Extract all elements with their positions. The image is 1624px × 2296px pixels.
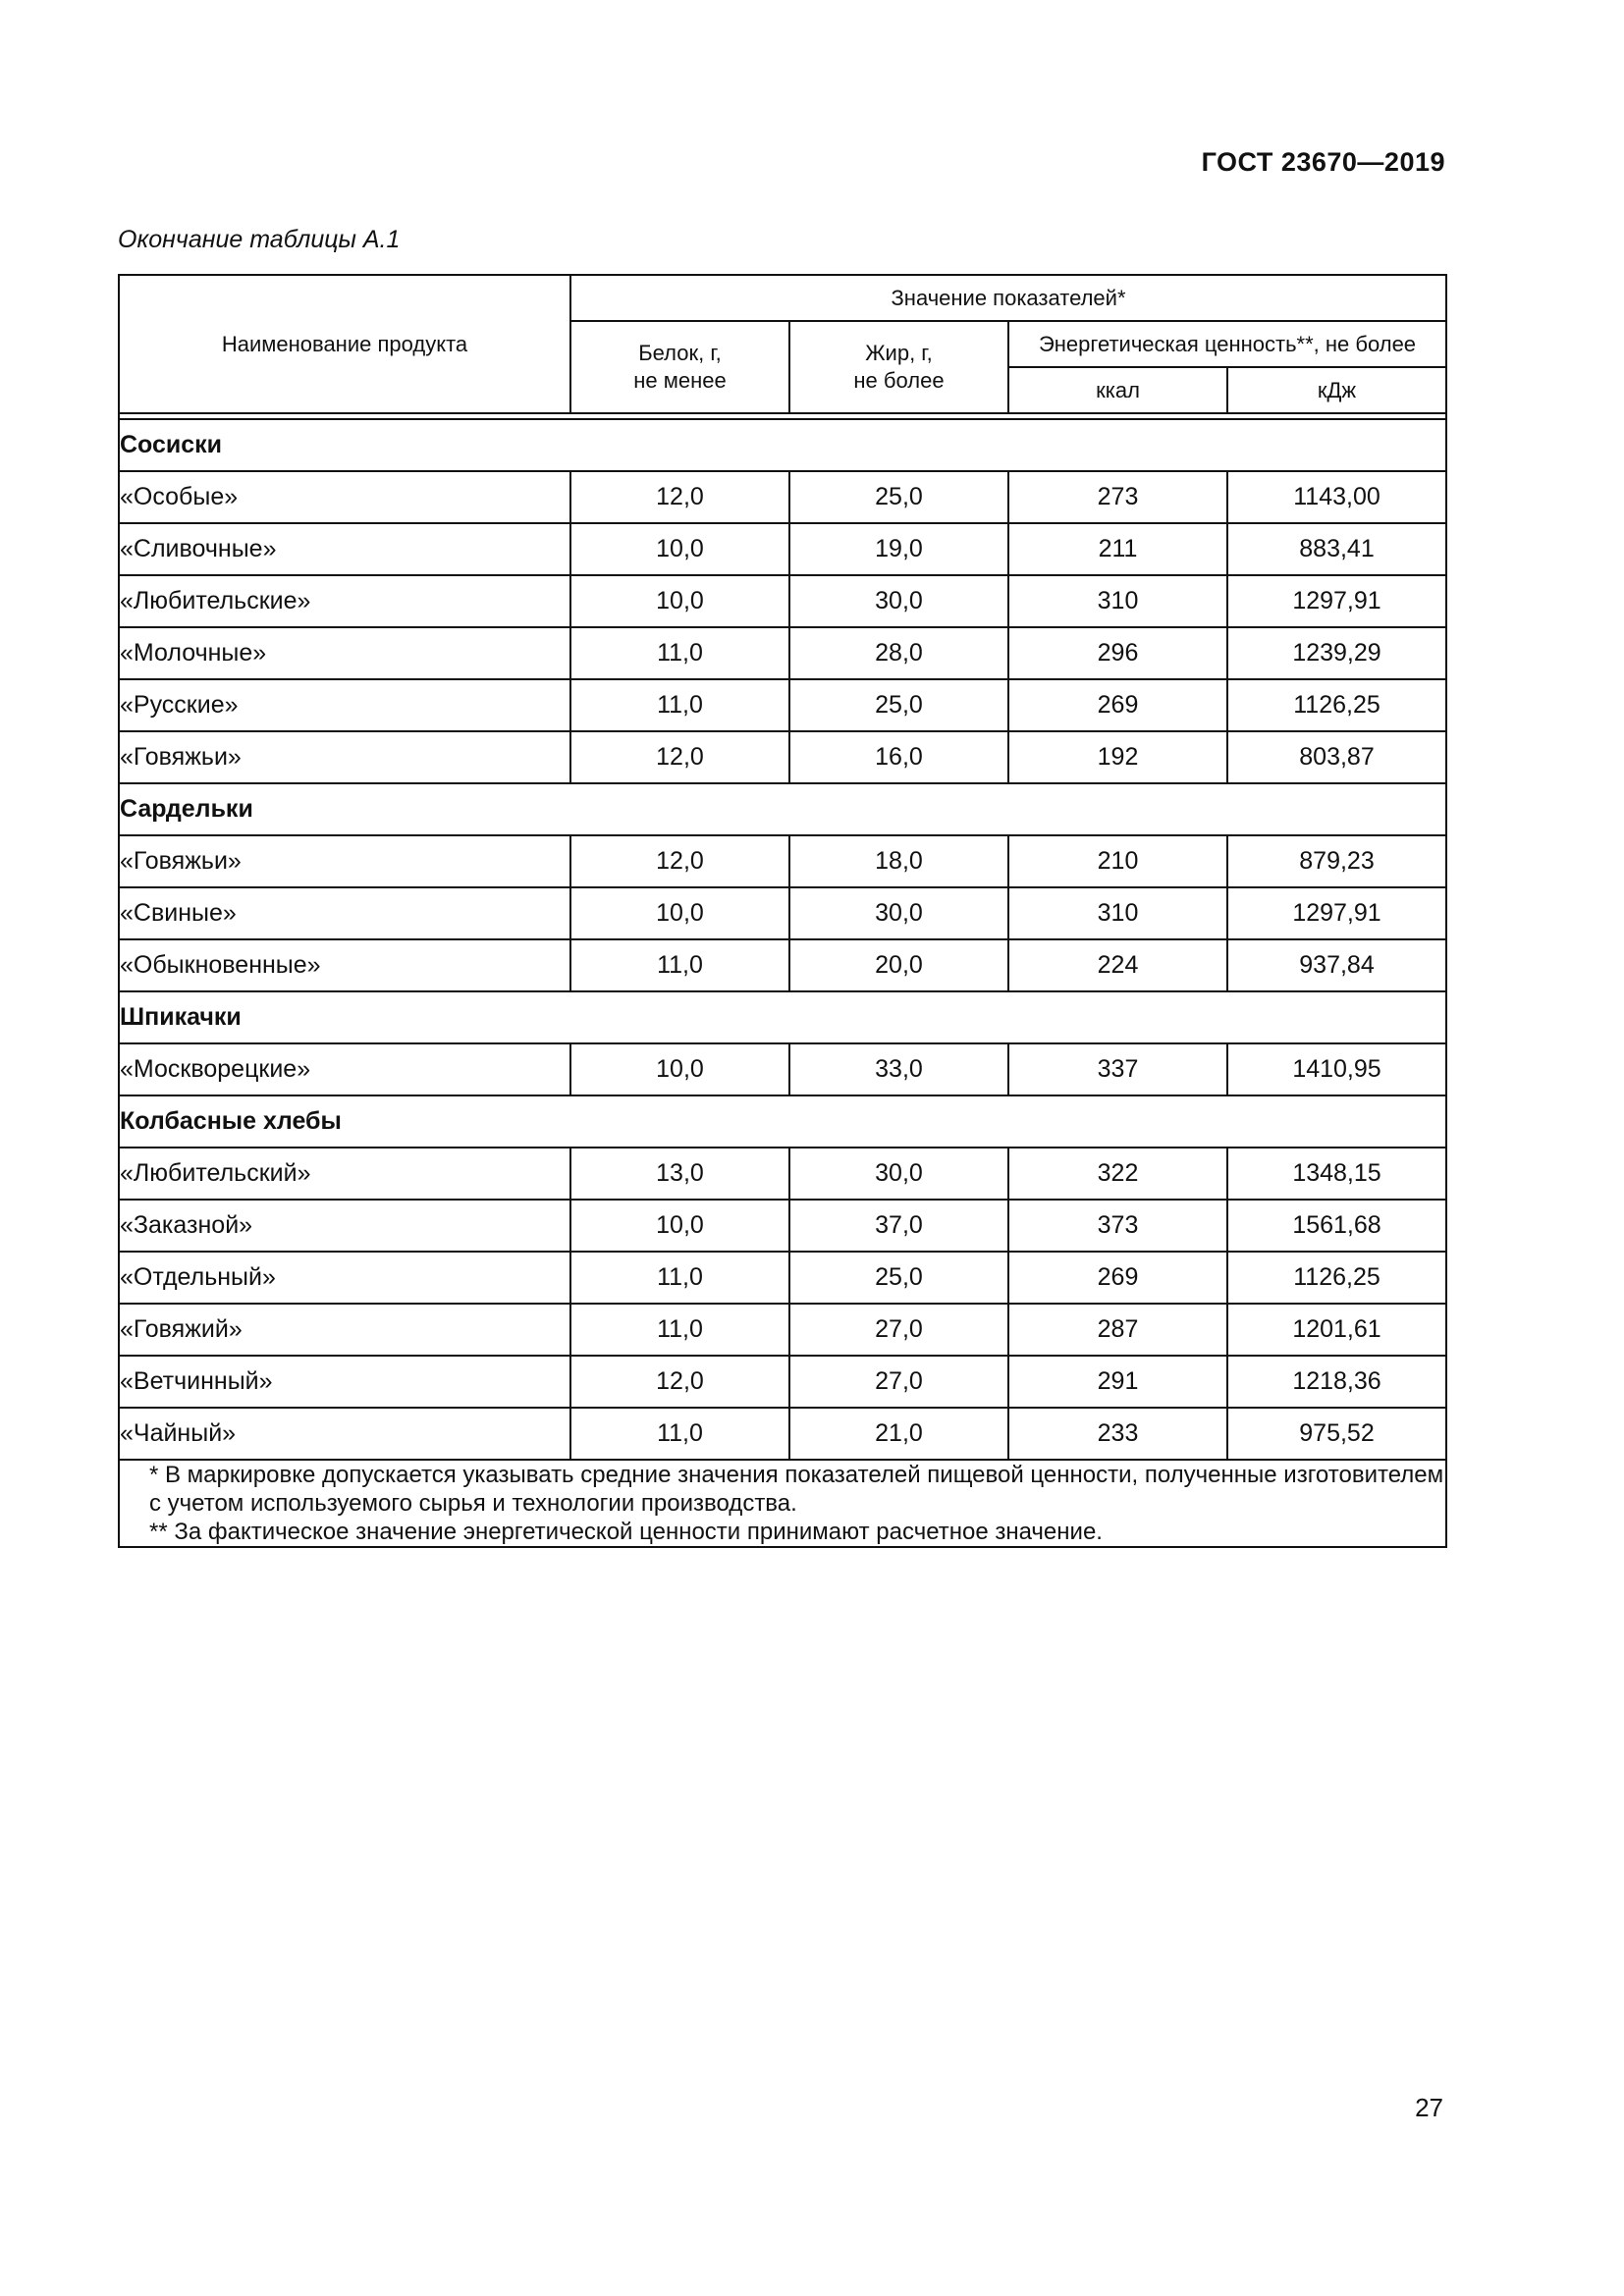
table-row [119, 1043, 1446, 1095]
protein-cell: 12,0 [570, 1356, 789, 1408]
header-product-name: Наименование продукта [119, 275, 570, 413]
kj-cell: 937,84 [1227, 939, 1446, 991]
fat-cell: 30,0 [789, 575, 1008, 627]
note-2: ** За фактическое значение энергетической ценности принимают расчетное значение. [149, 1519, 1103, 1545]
header-fat-line1: Жир, г, [865, 341, 933, 365]
note-1: * В маркировке допускается указывать средние значения показателей пищевой ценности, полученные изготовителем с учетом используемого сырья и технологии производства. [149, 1462, 1444, 1517]
table-caption: Окончание таблицы А.1 [118, 226, 401, 253]
table-row [119, 835, 1446, 887]
kcal-cell: 269 [1008, 1252, 1227, 1304]
kj-cell: 1201,61 [1227, 1304, 1446, 1356]
product-name-cell: «Говяжий» [119, 1304, 570, 1356]
kj-cell: 1561,68 [1227, 1200, 1446, 1252]
header-protein [570, 321, 789, 413]
table-row [119, 731, 1446, 783]
header-kcal: ккал [1008, 367, 1227, 413]
kj-cell: 1297,91 [1227, 887, 1446, 939]
product-name-cell: «Москворецкие» [119, 1043, 570, 1095]
protein-cell: 10,0 [570, 887, 789, 939]
product-name-cell: «Русские» [119, 679, 570, 731]
product-name-cell: «Молочные» [119, 627, 570, 679]
section-title: Колбасные хлебы [119, 1095, 1446, 1148]
protein-cell: 12,0 [570, 835, 789, 887]
section-title: Сосиски [119, 419, 1446, 471]
protein-cell: 11,0 [570, 1304, 789, 1356]
table-row [119, 939, 1446, 991]
protein-cell: 13,0 [570, 1148, 789, 1200]
fat-cell: 25,0 [789, 471, 1008, 523]
fat-cell: 21,0 [789, 1408, 1008, 1460]
kcal-cell: 373 [1008, 1200, 1227, 1252]
fat-cell: 20,0 [789, 939, 1008, 991]
kcal-cell: 296 [1008, 627, 1227, 679]
kj-cell: 1239,29 [1227, 627, 1446, 679]
kj-cell: 883,41 [1227, 523, 1446, 575]
protein-cell: 12,0 [570, 471, 789, 523]
kcal-cell: 310 [1008, 575, 1227, 627]
kcal-cell: 322 [1008, 1148, 1227, 1200]
protein-cell: 10,0 [570, 1200, 789, 1252]
table-row [119, 1304, 1446, 1356]
table-row [119, 1356, 1446, 1408]
fat-cell: 27,0 [789, 1304, 1008, 1356]
section-row [119, 419, 1446, 471]
table-body [119, 413, 1446, 1460]
table-notes [119, 1460, 1446, 1547]
fat-cell: 25,0 [789, 1252, 1008, 1304]
header-values-group: Значение показателей* [570, 275, 1446, 321]
section-row [119, 783, 1446, 835]
protein-cell: 11,0 [570, 1252, 789, 1304]
fat-cell: 18,0 [789, 835, 1008, 887]
fat-cell: 33,0 [789, 1043, 1008, 1095]
protein-cell: 11,0 [570, 1408, 789, 1460]
section-title: Шпикачки [119, 991, 1446, 1043]
kj-cell: 1126,25 [1227, 1252, 1446, 1304]
header-protein-line1: Белок, г, [638, 341, 722, 365]
product-name-cell: «Чайный» [119, 1408, 570, 1460]
header-fat [789, 321, 1008, 413]
protein-cell: 10,0 [570, 523, 789, 575]
kcal-cell: 269 [1008, 679, 1227, 731]
fat-cell: 28,0 [789, 627, 1008, 679]
kcal-cell: 273 [1008, 471, 1227, 523]
table-row [119, 887, 1446, 939]
table-row [119, 627, 1446, 679]
protein-cell: 12,0 [570, 731, 789, 783]
fat-cell: 25,0 [789, 679, 1008, 731]
protein-cell: 11,0 [570, 939, 789, 991]
fat-cell: 30,0 [789, 887, 1008, 939]
product-name-cell: «Особые» [119, 471, 570, 523]
fat-cell: 27,0 [789, 1356, 1008, 1408]
kj-cell: 1348,15 [1227, 1148, 1446, 1200]
kj-cell: 1218,36 [1227, 1356, 1446, 1408]
kj-cell: 803,87 [1227, 731, 1446, 783]
kj-cell: 1143,00 [1227, 471, 1446, 523]
kj-cell: 975,52 [1227, 1408, 1446, 1460]
protein-cell: 11,0 [570, 679, 789, 731]
table-row [119, 575, 1446, 627]
page-number: 27 [1415, 2093, 1443, 2122]
product-name-cell: «Отдельный» [119, 1252, 570, 1304]
section-row [119, 991, 1446, 1043]
product-name-cell: «Сливочные» [119, 523, 570, 575]
product-name-cell: «Любительский» [119, 1148, 570, 1200]
kj-cell: 1297,91 [1227, 575, 1446, 627]
product-name-cell: «Говяжьи» [119, 731, 570, 783]
product-name-cell: «Обыкновенные» [119, 939, 570, 991]
product-name-cell: «Говяжьи» [119, 835, 570, 887]
table-row [119, 523, 1446, 575]
kcal-cell: 310 [1008, 887, 1227, 939]
kcal-cell: 337 [1008, 1043, 1227, 1095]
table-row [119, 679, 1446, 731]
kcal-cell: 192 [1008, 731, 1227, 783]
fat-cell: 30,0 [789, 1148, 1008, 1200]
header-protein-line2: не менее [633, 368, 727, 393]
product-name-cell: «Заказной» [119, 1200, 570, 1252]
kcal-cell: 233 [1008, 1408, 1227, 1460]
nutrition-table [118, 274, 1447, 1548]
protein-cell: 10,0 [570, 1043, 789, 1095]
kcal-cell: 291 [1008, 1356, 1227, 1408]
table-row [119, 1148, 1446, 1200]
protein-cell: 10,0 [570, 575, 789, 627]
kcal-cell: 287 [1008, 1304, 1227, 1356]
table-row [119, 1408, 1446, 1460]
table-row [119, 1200, 1446, 1252]
header-fat-line2: не более [853, 368, 945, 393]
kj-cell: 1410,95 [1227, 1043, 1446, 1095]
product-name-cell: «Ветчинный» [119, 1356, 570, 1408]
fat-cell: 19,0 [789, 523, 1008, 575]
header-kj: кДж [1227, 367, 1446, 413]
document-id: ГОСТ 23670—2019 [1201, 147, 1445, 177]
fat-cell: 37,0 [789, 1200, 1008, 1252]
header-energy-group: Энергетическая ценность**, не более [1008, 321, 1446, 367]
section-title: Сардельки [119, 783, 1446, 835]
product-name-cell: «Любительские» [119, 575, 570, 627]
product-name-cell: «Свиные» [119, 887, 570, 939]
table-row [119, 1252, 1446, 1304]
kj-cell: 879,23 [1227, 835, 1446, 887]
fat-cell: 16,0 [789, 731, 1008, 783]
kj-cell: 1126,25 [1227, 679, 1446, 731]
kcal-cell: 211 [1008, 523, 1227, 575]
section-row [119, 1095, 1446, 1148]
kcal-cell: 224 [1008, 939, 1227, 991]
table-row [119, 471, 1446, 523]
protein-cell: 11,0 [570, 627, 789, 679]
kcal-cell: 210 [1008, 835, 1227, 887]
